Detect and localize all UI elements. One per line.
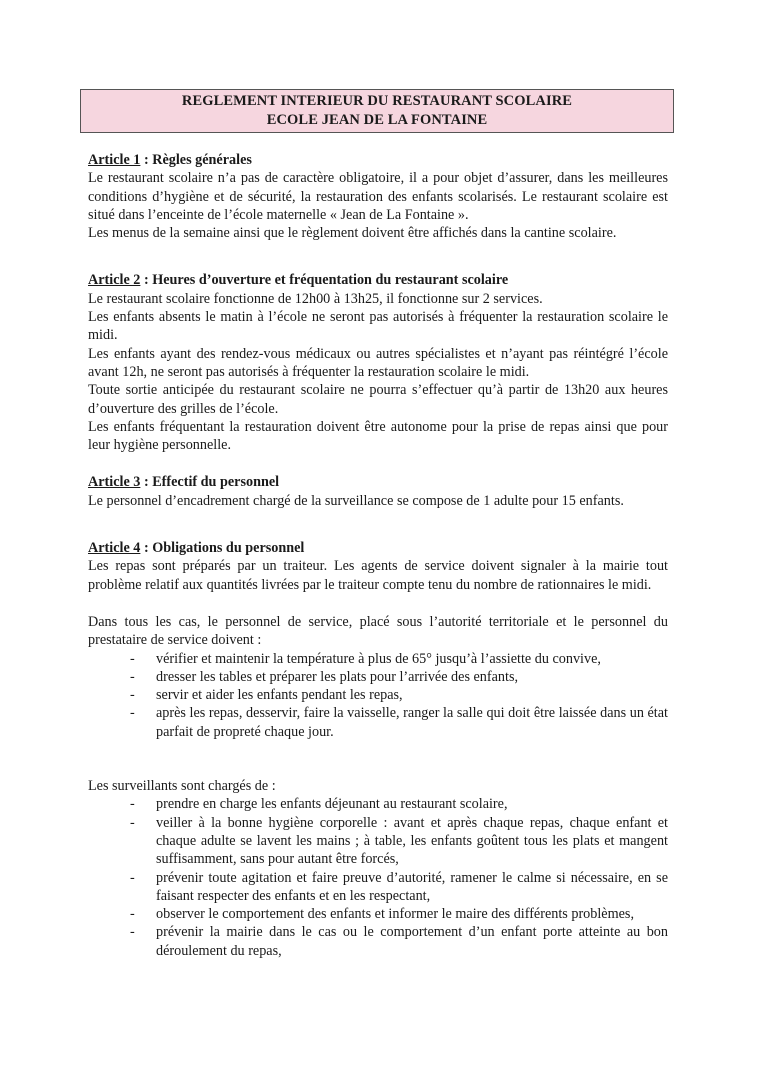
article-4-paragraph: Les repas sont préparés par un traiteur. Les agents de service doivent signaler à la mairie tout problème relatif aux quantités livrées par le traiteur compte tenu du nombre de rationnaires le midi. xyxy=(88,558,668,593)
article-3-title: : Effectif du personnel xyxy=(140,474,280,491)
article-1-number: Article 1 xyxy=(88,152,141,168)
document-title-line1: REGLEMENT INTERIEUR DU RESTAURANT SCOLAIRE xyxy=(181,93,573,109)
article-4 xyxy=(88,539,668,960)
list-item: - prévenir la mairie dans le cas ou le comportement d’un enfant porte atteinte au bon déroulement du repas, xyxy=(128,923,668,960)
document-title-box xyxy=(80,89,674,133)
article-1-paragraph: Le restaurant scolaire n’a pas de caractère obligatoire, il a pour objet d’assurer, dans les meilleures conditions d’hygiène et de sécurité, la restauration des enfants scolarisés. Le restaurant scolaire est situé dans l’enceinte de l’école maternelle « Jean de La Fontaine ». xyxy=(88,170,668,223)
article-4-title: : Obligations du personnel xyxy=(140,540,305,557)
service-duties-list xyxy=(88,650,668,741)
document-title-line2: ECOLE JEAN DE LA FONTAINE xyxy=(266,112,488,128)
list-item: - prévenir toute agitation et faire preuve d’autorité, ramener le calme si nécessaire, en se faisant respecter des enfants et en les respectant, xyxy=(128,869,668,906)
document-body xyxy=(88,151,668,960)
article-3 xyxy=(88,473,668,510)
surveillant-intro: Les surveillants sont chargés de : xyxy=(88,778,276,795)
article-1 xyxy=(88,151,668,242)
article-2-paragraph: Le restaurant scolaire fonctionne de 12h00 à 13h25, il fonctionne sur 2 services. xyxy=(88,290,543,307)
article-3-number: Article 3 xyxy=(88,474,141,491)
article-1-heading xyxy=(88,151,668,169)
list-item: - veiller à la bonne hygiène corporelle : avant et après chaque repas, chaque enfant et chaque adulte se lavent les mains ; à table, les enfants goûtent tous les plats et mangent suffisamment, sans pour autant être forcés, xyxy=(128,814,668,869)
article-2-paragraph: Les enfants ayant des rendez-vous médicaux ou autres spécialistes et n’ayant pas réintégré l’école avant 12h, ne seront pas autorisés à fréquenter la restauration scolaire le midi. xyxy=(88,345,668,380)
list-item: - observer le comportement des enfants et informer le maire des différents problèmes, xyxy=(128,905,668,923)
article-4-heading xyxy=(88,539,668,557)
list-item: - après les repas, desservir, faire la vaisselle, ranger la salle qui doit être laissée dans un état parfait de propreté chaque jour. xyxy=(128,704,668,741)
surveillant-duties-list xyxy=(88,795,668,960)
article-3-heading xyxy=(88,473,668,491)
article-2 xyxy=(88,271,668,454)
article-4-number: Article 4 xyxy=(88,540,141,557)
article-1-title: : Règles générales xyxy=(140,152,252,168)
service-intro: Dans tous les cas, le personnel de service, placé sous l’autorité territoriale et le personnel du prestataire de service doivent : xyxy=(88,613,668,649)
article-2-heading xyxy=(88,271,668,289)
article-2-paragraph: Les enfants fréquentant la restauration doivent être autonome pour la prise de repas ainsi que pour leur hygiène personnelle. xyxy=(88,418,668,454)
list-item: - prendre en charge les enfants déjeunant au restaurant scolaire, xyxy=(128,795,668,813)
list-item: - servir et aider les enfants pendant les repas, xyxy=(128,686,668,704)
article-2-number: Article 2 xyxy=(88,272,141,289)
article-2-paragraph: Toute sortie anticipée du restaurant scolaire ne pourra s’effectuer qu’à partir de 13h20 aux heures d’ouverture des grilles de l’école. xyxy=(88,382,668,417)
article-3-paragraph: Le personnel d’encadrement chargé de la surveillance se compose de 1 adulte pour 15 enfants. xyxy=(88,492,624,509)
list-item: - dresser les tables et préparer les plats pour l’arrivée des enfants, xyxy=(128,668,668,686)
article-1-paragraph: Les menus de la semaine ainsi que le règlement doivent être affichés dans la cantine scolaire. xyxy=(88,225,617,242)
article-2-title: : Heures d’ouverture et fréquentation du restaurant scolaire xyxy=(140,272,509,289)
list-item: - vérifier et maintenir la température à plus de 65° jusqu’à l’assiette du convive, xyxy=(128,650,668,668)
article-2-paragraph: Les enfants absents le matin à l’école ne seront pas autorisés à fréquenter la restauration scolaire le midi. xyxy=(88,309,668,344)
